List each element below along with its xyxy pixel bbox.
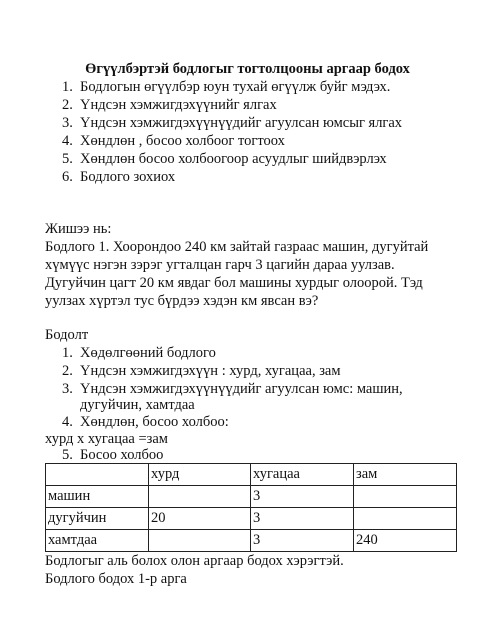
solution-step: Хөдөлгөөний бодлого [80, 345, 216, 361]
table-cell: 3 [251, 530, 354, 552]
table-cell: хамтдаа [46, 530, 149, 552]
problem-line: хүмүүс нэгэн зэрэг угталцан гарч 3 цагийн дараа уулзав. [45, 257, 395, 273]
table-header-cell: зам [354, 464, 457, 486]
solution-step: Үндсэн хэмжигдэхүүнүүдийг агуулсан юмс: машин, [80, 381, 403, 397]
solution-step-number: 3. [62, 381, 73, 397]
table-row [46, 530, 457, 552]
step-number: 3. [62, 115, 73, 131]
relation-table [45, 463, 457, 552]
solution-step: Босоо холбоо [80, 447, 164, 463]
table-cell: 3 [251, 486, 354, 508]
solution-step-number: 5. [62, 447, 73, 463]
step-number: 4. [62, 133, 73, 149]
step-item: Хөндлөн , босоо холбоог тогтоох [80, 133, 285, 149]
table-row [46, 508, 457, 530]
solution-step-continued: дугуйчин, хамтдаа [80, 397, 195, 413]
solution-step-number: 4. [62, 414, 73, 430]
step-item: Үндсэн хэмжигдэхүүнүүдийг агуулсан юмсыг ялгах [80, 115, 403, 131]
example-label: Жишээ нь: [45, 221, 112, 237]
problem-line: Дугуйчин цагт 20 км явдаг бол машины хурдыг олоорой. Тэд [45, 275, 423, 291]
table-cell [149, 486, 251, 508]
table-cell: 20 [149, 508, 251, 530]
table-cell: дугуйчин [46, 508, 149, 530]
table-cell [149, 530, 251, 552]
table-cell: 240 [354, 530, 457, 552]
table-header-row [46, 464, 457, 486]
table-cell [354, 486, 457, 508]
step-number: 1. [62, 79, 73, 95]
solution-label: Бодолт [45, 327, 89, 343]
step-number: 2. [62, 97, 73, 113]
problem-line: Бодлого 1. Хоорондоо 240 км зайтай газраас машин, дугуйтай [45, 239, 429, 255]
footer-line: Бодлогыг аль болох олон аргаар бодох хэрэгтэй. [45, 553, 344, 569]
step-item: Бодлогын өгүүлбэр юун тухай өгүүлж буйг мэдэх. [80, 79, 391, 95]
table-cell: машин [46, 486, 149, 508]
step-number: 5. [62, 151, 73, 167]
step-item: Бодлого зохиох [80, 169, 176, 185]
solution-step: Үндсэн хэмжигдэхүүн : хурд, хугацаа, зам [80, 363, 341, 379]
formula: хурд х хугацаа =зам [45, 431, 168, 447]
table-header-cell: хурд [149, 464, 251, 486]
problem-line: уулзах хүртэл тус бүрдээ хэдэн км явсан вэ? [45, 293, 319, 309]
table-cell: 3 [251, 508, 354, 530]
solution-step-number: 2. [62, 363, 73, 379]
table-header-cell: хугацаа [251, 464, 354, 486]
step-item: Үндсэн хэмжигдэхүүнийг ялгах [80, 97, 277, 113]
solution-step-number: 1. [62, 345, 73, 361]
footer-line: Бодлого бодох 1-р арга [45, 571, 187, 587]
solution-step: Хөндлөн, босоо холбоо: [80, 414, 229, 430]
step-item: Хөндлөн босоо холбоогоор асуудлыг шийдвэрлэх [80, 151, 387, 167]
table-row [46, 486, 457, 508]
step-number: 6. [62, 169, 73, 185]
page-title: Өгүүлбэртэй бодлогыг тогтолцооны аргаар бодох [85, 61, 410, 77]
table-header-cell [46, 464, 149, 486]
table-cell [354, 508, 457, 530]
